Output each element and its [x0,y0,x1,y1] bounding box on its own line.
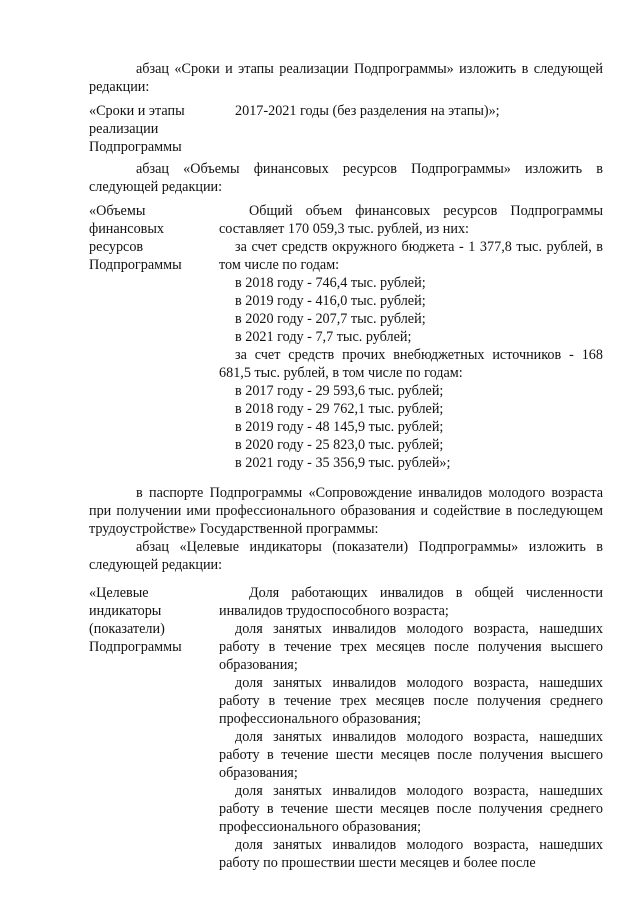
other-year-item: в 2018 году - 29 762,1 тыс. рублей; [235,401,444,417]
target-item: доля занятых инвалидов молодого возраста, нашедших работу в течение шести месяцев после получения среднего профессионального образования; [219,783,603,835]
period-value [219,102,603,156]
target-item: доля занятых инвалидов молодого возраста, нашедших работу в течение шести месяцев после получения высшего образования; [219,729,603,781]
target-item: Доля работающих инвалидов в общей численности инвалидов трудоспособного возраста; [219,585,603,619]
document-page [89,60,603,872]
other-year-item: в 2019 году - 48 145,9 тыс. рублей; [235,419,444,435]
period-text: 2017-2021 годы (без разделения на этапы)»; [235,103,500,119]
period-row [89,102,603,156]
finance-other-years [219,382,603,472]
finance-content [219,202,603,472]
targets-row [89,584,603,872]
finance-district-years [219,274,603,346]
finance-district-intro: за счет средств окружного бюджета - 1 377,8 тыс. рублей, в том числе по годам: [219,239,603,273]
district-year-item: в 2021 году - 7,7 тыс. рублей; [235,329,412,345]
finance-row [89,202,603,472]
other-year-item: в 2021 году - 35 356,9 тыс. рублей»; [235,455,451,471]
finance-total: Общий объем финансовых ресурсов Подпрограммы составляет 170 059,3 тыс. рублей, из них: [219,203,603,237]
district-year-item: в 2019 году - 416,0 тыс. рублей; [235,293,426,309]
paragraph-period-intro: абзац «Сроки и этапы реализации Подпрограммы» изложить в следующей редакции: [89,61,603,95]
period-label: «Сроки и этапы реализации Подпрограммы [89,103,185,155]
other-year-item: в 2017 году - 29 593,6 тыс. рублей; [235,383,444,399]
finance-label: «Объемы финансовых ресурсов Подпрограммы [89,203,182,273]
district-year-item: в 2018 году - 746,4 тыс. рублей; [235,275,426,291]
finance-other-intro: за счет средств прочих внебюджетных источников - 168 681,5 тыс. рублей, в том числе по годам: [219,347,603,381]
other-year-item: в 2020 году - 25 823,0 тыс. рублей; [235,437,444,453]
district-year-item: в 2020 году - 207,7 тыс. рублей; [235,311,426,327]
paragraph-finance-intro: абзац «Объемы финансовых ресурсов Подпрограммы» изложить в следующей редакции: [89,161,603,195]
targets-label: «Целевые индикаторы (показатели) Подпрограммы [89,585,182,655]
target-item: доля занятых инвалидов молодого возраста, нашедших работу в течение трех месяцев после получения среднего профессионального образования; [219,675,603,727]
targets-content [219,584,603,872]
paragraph-targets-intro: абзац «Целевые индикаторы (показатели) Подпрограммы» изложить в следующей редакции: [89,539,603,573]
target-item: доля занятых инвалидов молодого возраста, нашедших работу по прошествии шести месяцев и более после [219,837,603,871]
target-item: доля занятых инвалидов молодого возраста, нашедших работу в течение трех месяцев после получения высшего образования; [219,621,603,673]
paragraph-passport: в паспорте Подпрограммы «Сопровождение инвалидов молодого возраста при получении ими профессионального образования и содействие в последующем трудоустройстве» Государственной программы: [89,485,603,537]
